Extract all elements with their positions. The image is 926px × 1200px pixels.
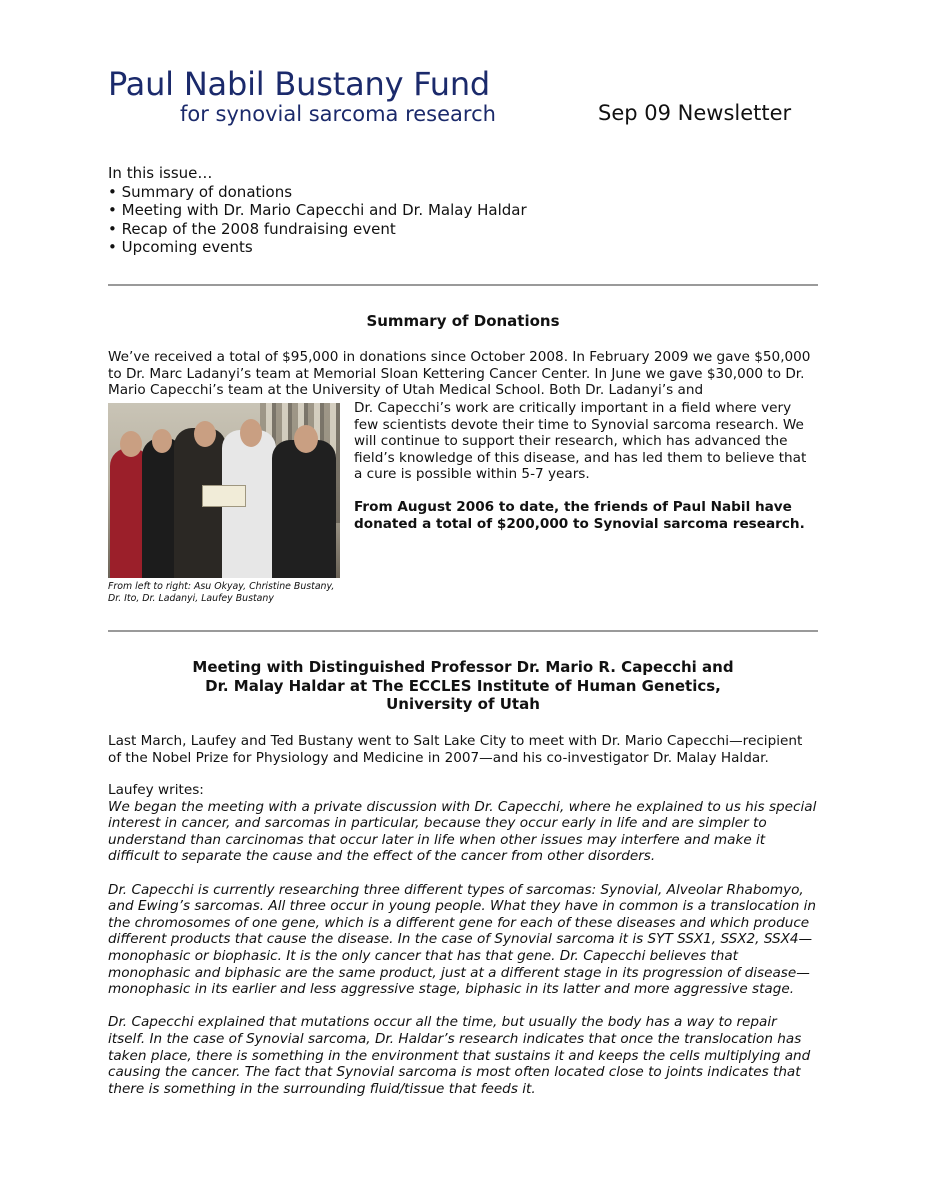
meeting-heading-line: Meeting with Distinguished Professor Dr. Mario R. Capecchi and: [192, 658, 734, 676]
donations-heading: Summary of Donations: [366, 312, 560, 330]
quote-paragraph: Dr. Capecchi is currently researching three different types of sarcomas: Synovial, Alveolar Rhabomyo, and Ewing’s sarcomas. All three occur in young people. What they have in common is a translocation in the chromosomes of one gene, which is a different gene for each of these diseases and which produce different products that cause the disease. In the case of Synovial sarcoma it is SYT SSX1, SSX2, SSX4—monophasic or biophasic. It is the only cancer that has that gene. Dr. Capecchi believes that monophasic and biphasic are the same product, just at a different stage in its progression of disease—monophasic in its earlier and less aggressive stage, biphasic in its latter and more aggressive stage.: [108, 881, 817, 998]
quote-paragraph: We began the meeting with a private discussion with Dr. Capecchi, where he explained to us his special interest in cancer, and sarcomas in particular, because they occur early in life and are simpler to understand than carcinomas that occur later in life when other issues may interfere and make it difficult to separate the cause and the effect of the cancer from other disorders.: [108, 798, 817, 865]
meeting-heading: [108, 658, 818, 714]
toc-item: • Upcoming events: [108, 238, 527, 257]
toc-item: • Meeting with Dr. Mario Capecchi and Dr. Malay Haldar: [108, 201, 527, 220]
section-divider: [108, 284, 818, 286]
toc-heading: In this issue…: [108, 164, 213, 182]
logo-subtitle: for synovial sarcoma research: [180, 102, 496, 126]
meeting-heading-line: University of Utah: [386, 695, 540, 713]
toc-item: • Recap of the 2008 fundraising event: [108, 220, 527, 239]
newsletter-edition: Sep 09 Newsletter: [598, 101, 792, 125]
section-divider: [108, 630, 818, 632]
donations-continuation: Dr. Capecchi’s work are critically important in a field where very few scientists devote their time to Synovial sarcoma research. We will continue to support their research, which has advanced the field’s knowledge of this disease, and has led them to believe that a cure is possible within 5-7 years.: [354, 400, 807, 483]
meeting-account: [108, 782, 818, 1097]
toc-item: • Summary of donations: [108, 183, 527, 202]
quote-paragraph: Dr. Capecchi explained that mutations occur all the time, but usually the body has a way to repair itself. In the case of Synovial sarcoma, Dr. Haldar’s research indicates that once the translocation has taken place, there is something in the environment that sustains it and keeps the cells multiplying and causing the cancer. The fact that Synovial sarcoma is most often located close to joints indicates that there is something in the surrounding fluid/tissue that feeds it.: [108, 1014, 811, 1097]
photo-caption: From left to right: Asu Okyay, Christine Bustany, Dr. Ito, Dr. Ladanyi, Laufey Bustany: [108, 581, 335, 604]
donations-body: [354, 400, 818, 532]
fund-logo: [108, 66, 538, 126]
table-of-contents: [108, 164, 527, 257]
quote-lead: Laufey writes:: [108, 782, 204, 798]
donations-highlight: From August 2006 to date, the friends of Paul Nabil have donated a total of $200,000 to Synovial sarcoma research.: [354, 498, 805, 532]
meeting-intro: Last March, Laufey and Ted Bustany went to Salt Lake City to meet with Dr. Mario Capecchi—recipient of the Nobel Prize for Physiology and Medicine in 2007—and his co-investigator Dr. Malay Haldar.: [108, 733, 803, 766]
logo-title: Paul Nabil Bustany Fund: [108, 65, 491, 103]
meeting-heading-line: Dr. Malay Haldar at The ECCLES Institute of Human Genetics,: [205, 676, 721, 695]
donation-photo: [108, 403, 340, 578]
donations-intro: We’ve received a total of $95,000 in donations since October 2008. In February 2009 we gave $50,000 to Dr. Marc Ladanyi’s team at Memorial Sloan Kettering Cancer Center. In June we gave $30,000 to Dr. Mario Capecchi’s team at the University of Utah Medical School. Both Dr. Ladanyi’s and: [108, 349, 811, 399]
